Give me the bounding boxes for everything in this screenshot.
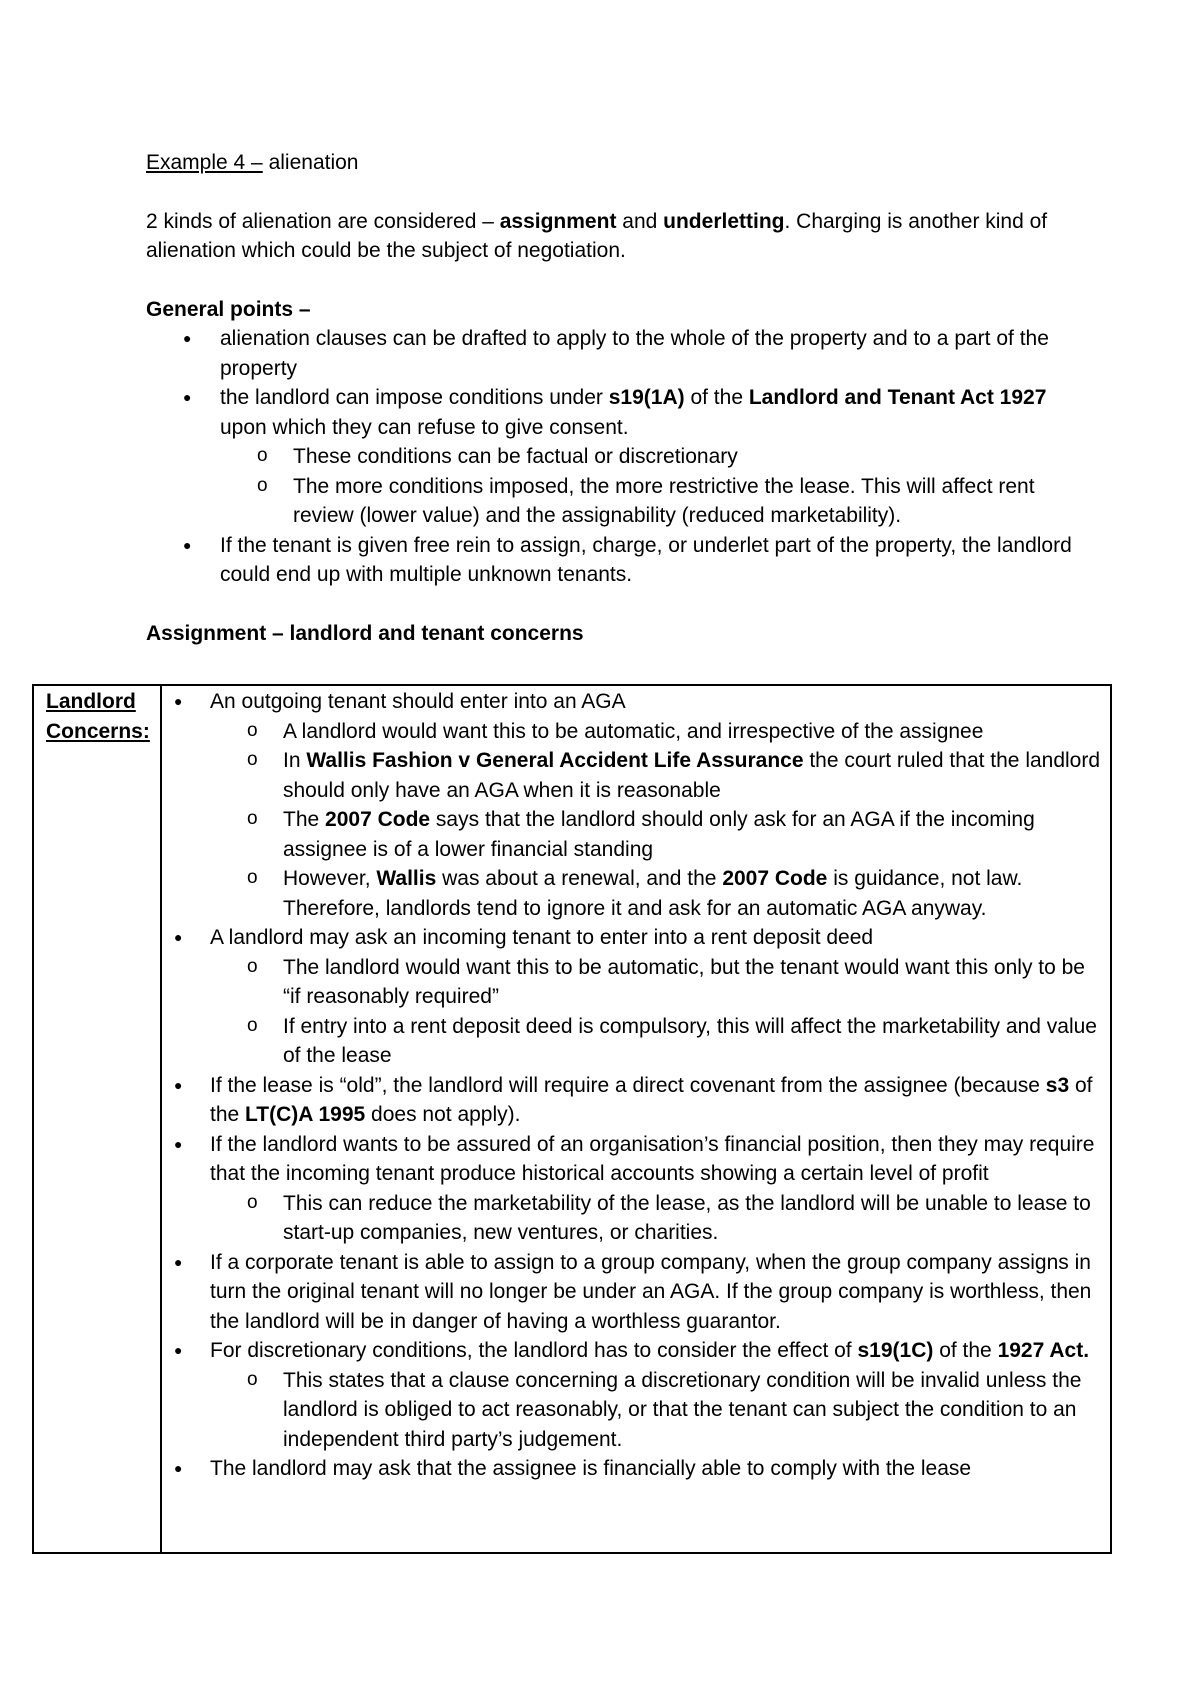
bold-ref: s19(1C) — [857, 1339, 934, 1362]
sub-list-item — [210, 864, 1102, 923]
general-points-list — [146, 324, 1076, 590]
bold-ref: 1927 Act. — [997, 1339, 1090, 1362]
assignment-heading: Assignment – landlord and tenant concerns — [146, 621, 584, 645]
list-item-text: of the — [684, 386, 749, 409]
sub-list — [210, 717, 1102, 924]
general-points-heading: General points – — [146, 297, 311, 321]
list-item-text: If the tenant is given free rein to assign, charge, or underlet part of the property, the landlord could end up with multiple unknown tenants. — [220, 533, 1072, 586]
text: says that the landlord should only ask for an AGA if the incoming assignee is of a lower financial standing — [283, 808, 1035, 861]
list-item — [162, 1454, 1102, 1484]
list-item-text: A landlord may ask an incoming tenant to enter into a rent deposit deed — [210, 926, 874, 949]
text: of the — [210, 1073, 1093, 1126]
document-content — [146, 148, 1076, 648]
intro-text: and — [616, 209, 664, 233]
list-item-text: the landlord can impose conditions under — [220, 386, 609, 409]
table-label-cell: Landlord Concerns: — [34, 686, 162, 1552]
text: the court ruled that the landlord should only have an AGA when it is reasonable — [283, 749, 1101, 802]
list-item — [162, 1248, 1102, 1337]
intro-text: 2 kinds of alienation are considered – — [146, 209, 500, 233]
text: However, — [283, 867, 377, 890]
list-item-text: If a corporate tenant is able to assign to a group company, when the group company assigns in turn the original tenant will no longer be under an AGA. If the group company is worthless, then the landlord will be in danger of having a worthless guarantor. — [210, 1250, 1092, 1333]
bold-ref: 2007 Code — [325, 808, 431, 831]
text: The — [283, 808, 326, 831]
sub-list-item: o A landlord would want this to be automatic, and irrespective of the assignee — [210, 717, 1102, 747]
sub-list — [210, 1366, 1102, 1455]
sub-list-item: o If entry into a rent deposit deed is compulsory, this will affect the marketability and value of the lease — [210, 1012, 1102, 1071]
list-item — [162, 1130, 1102, 1248]
sub-list-item: o The more conditions imposed, the more restrictive the lease. This will affect rent review (lower value) and the assignability (reduced marketability). — [220, 472, 1076, 531]
sub-list-item: o These conditions can be factual or discretionary — [220, 442, 1076, 472]
list-item — [146, 324, 1076, 383]
intro-bold-underletting: underletting — [663, 209, 785, 233]
list-item — [162, 923, 1102, 1071]
section-title — [146, 148, 1076, 178]
list-item-text: upon which they can refuse to give consent. — [220, 415, 629, 439]
sub-list — [210, 1189, 1102, 1248]
list-item-text: If the landlord wants to be assured of an organisation’s financial position, then they may require that the incoming tenant produce historical accounts showing a certain level of profit — [210, 1132, 1095, 1185]
bold-case-name: Wallis Fashion v General Accident Life Assurance — [306, 749, 804, 772]
title-underlined: Example 4 – — [146, 151, 263, 174]
text: of the — [933, 1339, 998, 1362]
text: is guidance, not law. Therefore, landlords tend to ignore it and ask for an automatic AGA anyway. — [283, 867, 1023, 920]
bold-ref: Landlord and Tenant Act 1927 — [748, 386, 1047, 409]
bold-ref: Wallis — [376, 867, 437, 890]
sub-list-item — [210, 746, 1102, 805]
list-item-text: The landlord may ask that the assignee is financially able to comply with the lease — [210, 1457, 972, 1480]
sub-list-item: o The landlord would want this to be automatic, but the tenant would want this only to be “if reasonably required” — [210, 953, 1102, 1012]
concerns-list — [162, 687, 1102, 1484]
list-item — [162, 1336, 1102, 1454]
list-item — [146, 531, 1076, 590]
text: If the lease is “old”, the landlord will require a direct covenant from the assignee (because — [210, 1073, 1046, 1097]
table-body-cell — [162, 686, 1110, 1484]
bold-ref: s3 — [1045, 1073, 1070, 1097]
list-item — [162, 687, 1102, 923]
bold-ref: LT(C)A 1995 — [245, 1103, 366, 1126]
sub-list-item: o This can reduce the marketability of the lease, as the landlord will be unable to lease to start-up companies, new ventures, or charities. — [210, 1189, 1102, 1248]
intro-paragraph — [146, 207, 1076, 266]
bold-ref: s19(1A) — [608, 386, 685, 409]
text: was about a renewal, and the — [436, 867, 723, 890]
list-item — [146, 383, 1076, 531]
sub-list-item — [210, 805, 1102, 864]
list-item — [162, 1071, 1102, 1130]
intro-bold-assignment: assignment — [499, 209, 617, 233]
sub-list-item: o This states that a clause concerning a discretionary condition will be invalid unless the landlord is obliged to act reasonably, or that the tenant can subject the condition to an independent third party’s judgement. — [210, 1366, 1102, 1455]
text: For discretionary conditions, the landlord has to consider the effect of — [210, 1339, 858, 1362]
title-rest: alienation — [262, 151, 359, 174]
text: does not apply). — [365, 1103, 521, 1126]
sub-list — [210, 953, 1102, 1071]
sub-list — [220, 442, 1076, 531]
text: In — [283, 749, 307, 772]
list-item-text: An outgoing tenant should enter into an AGA — [210, 690, 626, 713]
list-item-text: alienation clauses can be drafted to apply to the whole of the property and to a part of the property — [220, 327, 1049, 380]
landlord-concerns-table — [32, 684, 1112, 1554]
intro-text: . Charging is another kind of alienation which could be the subject of negotiation. — [146, 209, 1048, 262]
bold-ref: 2007 Code — [722, 867, 828, 890]
